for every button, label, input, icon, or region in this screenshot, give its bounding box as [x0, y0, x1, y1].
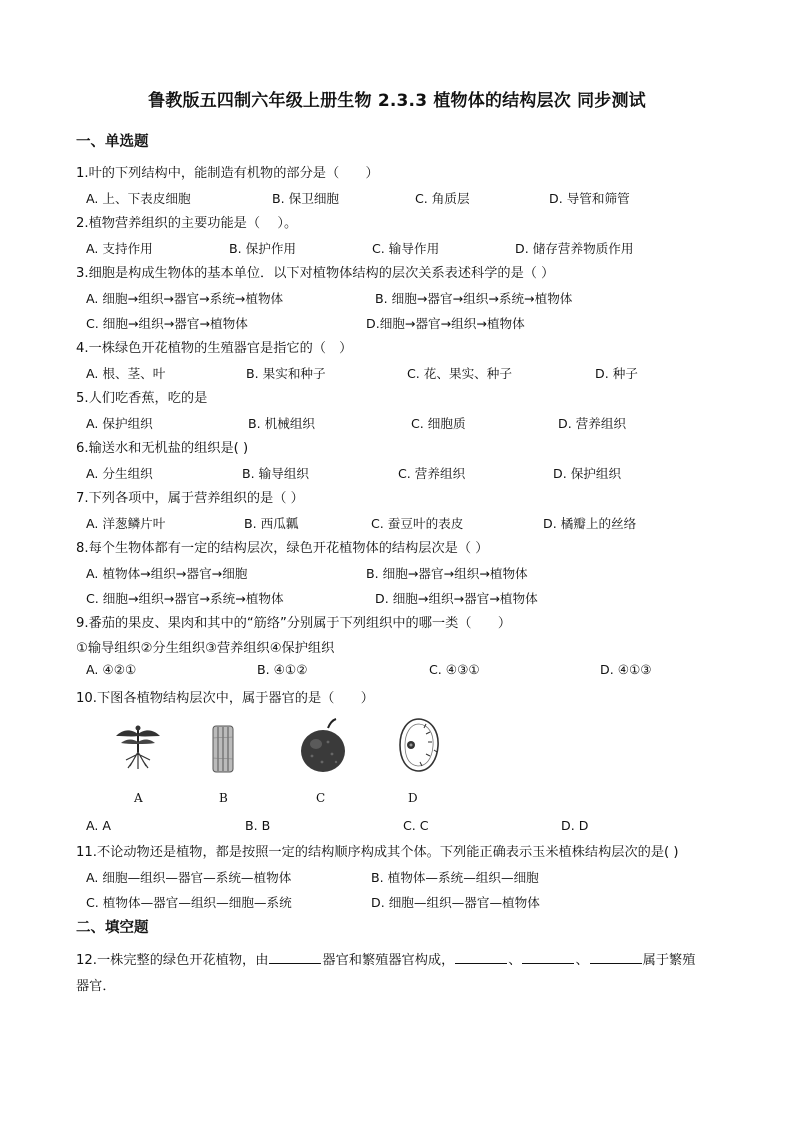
q9-option-b[interactable]: B. ④①②	[257, 662, 308, 677]
q10-option-c[interactable]: C. C	[403, 818, 429, 833]
q9-option-d[interactable]: D. ④①③	[600, 662, 652, 677]
q3-option-d[interactable]: D.细胞→器官→组织→植物体	[366, 316, 525, 331]
q12-blank-2[interactable]	[455, 951, 507, 964]
question-2: 2.植物营养组织的主要功能是（ ）。	[76, 216, 298, 231]
q2-option-b[interactable]: B. 保护作用	[229, 241, 297, 256]
page-title: 鲁教版五四制六年级上册生物 2.3.3 植物体的结构层次 同步测试	[148, 91, 646, 111]
q3-option-b[interactable]: B. 细胞→器官→组织→系统→植物体	[375, 291, 573, 306]
q12-text-1: 12.一株完整的绿色开花植物，由	[76, 953, 269, 968]
q12-blank-3[interactable]	[522, 951, 574, 964]
q9-option-c[interactable]: C. ④③①	[429, 662, 480, 677]
question-7: 7.下列各项中，属于营养组织的是（ ）	[76, 491, 304, 506]
q5-option-b[interactable]: B. 机械组织	[248, 416, 316, 431]
figure-label-d: D	[408, 791, 418, 805]
plant-figure-b	[210, 724, 236, 774]
q10-option-a[interactable]: A. A	[86, 818, 112, 833]
q7-option-c[interactable]: C. 蚕豆叶的表皮	[371, 516, 464, 531]
q1-option-a[interactable]: A. 上、下表皮细胞	[86, 191, 191, 206]
q1-option-d[interactable]: D. 导管和筛管	[549, 191, 630, 206]
q7-option-a[interactable]: A. 洋葱鳞片叶	[86, 516, 166, 531]
q1-option-b[interactable]: B. 保卫细胞	[272, 191, 340, 206]
q2-option-c[interactable]: C. 输导作用	[372, 241, 440, 256]
q9-option-a[interactable]: A. ④②①	[86, 662, 137, 677]
q11-option-b[interactable]: B. 植物体—系统—组织—细胞	[371, 870, 539, 885]
question-5: 5.人们吃香蕉，吃的是	[76, 391, 208, 406]
q10-option-b[interactable]: B. B	[245, 818, 271, 833]
figure-label-a: A	[134, 791, 143, 805]
q5-option-a[interactable]: A. 保护组织	[86, 416, 153, 431]
q12-blank-1[interactable]	[269, 951, 321, 964]
question-4: 4.一株绿色开花植物的生殖器官是指它的（ ）	[76, 341, 353, 356]
plant-figure-a	[112, 722, 164, 772]
question-9: 9.番茄的果皮、果肉和其中的“筋络”分别属于下列组织中的哪一类（ ）	[76, 616, 512, 631]
q11-option-a[interactable]: A. 细胞—组织—器官—系统—植物体	[86, 870, 292, 885]
q12-text-5: 属于繁殖	[642, 953, 696, 968]
section-single-choice: 一、单选题	[76, 134, 149, 150]
q4-option-d[interactable]: D. 种子	[595, 366, 638, 381]
q11-option-d[interactable]: D. 细胞—组织—器官—植物体	[371, 895, 540, 910]
question-3: 3.细胞是构成生物体的基本单位．以下对植物体结构的层次关系表述科学的是（ ）	[76, 266, 555, 281]
plant-figure-d	[396, 716, 442, 774]
q6-option-d[interactable]: D. 保护组织	[553, 466, 622, 481]
question-10: 10.下图各植物结构层次中，属于器官的是（ ）	[76, 691, 374, 706]
question-11: 11.不论动物还是植物，都是按照一定的结构顺序构成其个体。下列能正确表示玉米植株结构层次的是( )	[76, 845, 679, 860]
q6-option-c[interactable]: C. 营养组织	[398, 466, 466, 481]
section-fill-blank: 二、填空题	[76, 920, 149, 936]
figure-label-b: B	[219, 791, 228, 805]
q6-option-b[interactable]: B. 输导组织	[242, 466, 310, 481]
q8-option-d[interactable]: D. 细胞→组织→器官→植物体	[375, 591, 538, 606]
q12-text-2: 器官和繁殖器官构成，	[322, 953, 455, 968]
q11-option-c[interactable]: C. 植物体—器官—组织—细胞—系统	[86, 895, 292, 910]
question-6: 6.输送水和无机盐的组织是( )	[76, 441, 249, 456]
q8-option-a[interactable]: A. 植物体→组织→器官→细胞	[86, 566, 248, 581]
question-8: 8.每个生物体都有一定的结构层次，绿色开花植物体的结构层次是（ ）	[76, 541, 489, 556]
q2-option-d[interactable]: D. 储存营养物质作用	[515, 241, 634, 256]
q3-option-a[interactable]: A. 细胞→组织→器官→系统→植物体	[86, 291, 284, 306]
q4-option-a[interactable]: A. 根、茎、叶	[86, 366, 166, 381]
question-9-note: ①输导组织②分生组织③营养组织④保护组织	[76, 641, 335, 656]
question-1: 1.叶的下列结构中，能制造有机物的部分是（ ）	[76, 166, 379, 181]
q8-option-c[interactable]: C. 细胞→组织→器官→系统→植物体	[86, 591, 284, 606]
q4-option-c[interactable]: C. 花、果实、种子	[407, 366, 512, 381]
question-12-line-2: 器官．	[76, 979, 116, 994]
q2-option-a[interactable]: A. 支持作用	[86, 241, 153, 256]
plant-figure-c	[298, 718, 350, 774]
q5-option-c[interactable]: C. 细胞质	[411, 416, 466, 431]
q12-text-3: 、	[508, 953, 522, 968]
q4-option-b[interactable]: B. 果实和种子	[246, 366, 326, 381]
q10-option-d[interactable]: D. D	[561, 818, 589, 833]
q8-option-b[interactable]: B. 细胞→器官→组织→植物体	[366, 566, 528, 581]
q7-option-d[interactable]: D. 橘瓣上的丝络	[543, 516, 637, 531]
q7-option-b[interactable]: B. 西瓜瓤	[244, 516, 299, 531]
figure-label-c: C	[316, 791, 326, 805]
question-12	[76, 949, 695, 968]
q1-option-c[interactable]: C. 角质层	[415, 191, 470, 206]
q5-option-d[interactable]: D. 营养组织	[558, 416, 627, 431]
q6-option-a[interactable]: A. 分生组织	[86, 466, 153, 481]
q12-text-4: 、	[575, 953, 589, 968]
q3-option-c[interactable]: C. 细胞→组织→器官→植物体	[86, 316, 248, 331]
q12-blank-4[interactable]	[590, 951, 642, 964]
